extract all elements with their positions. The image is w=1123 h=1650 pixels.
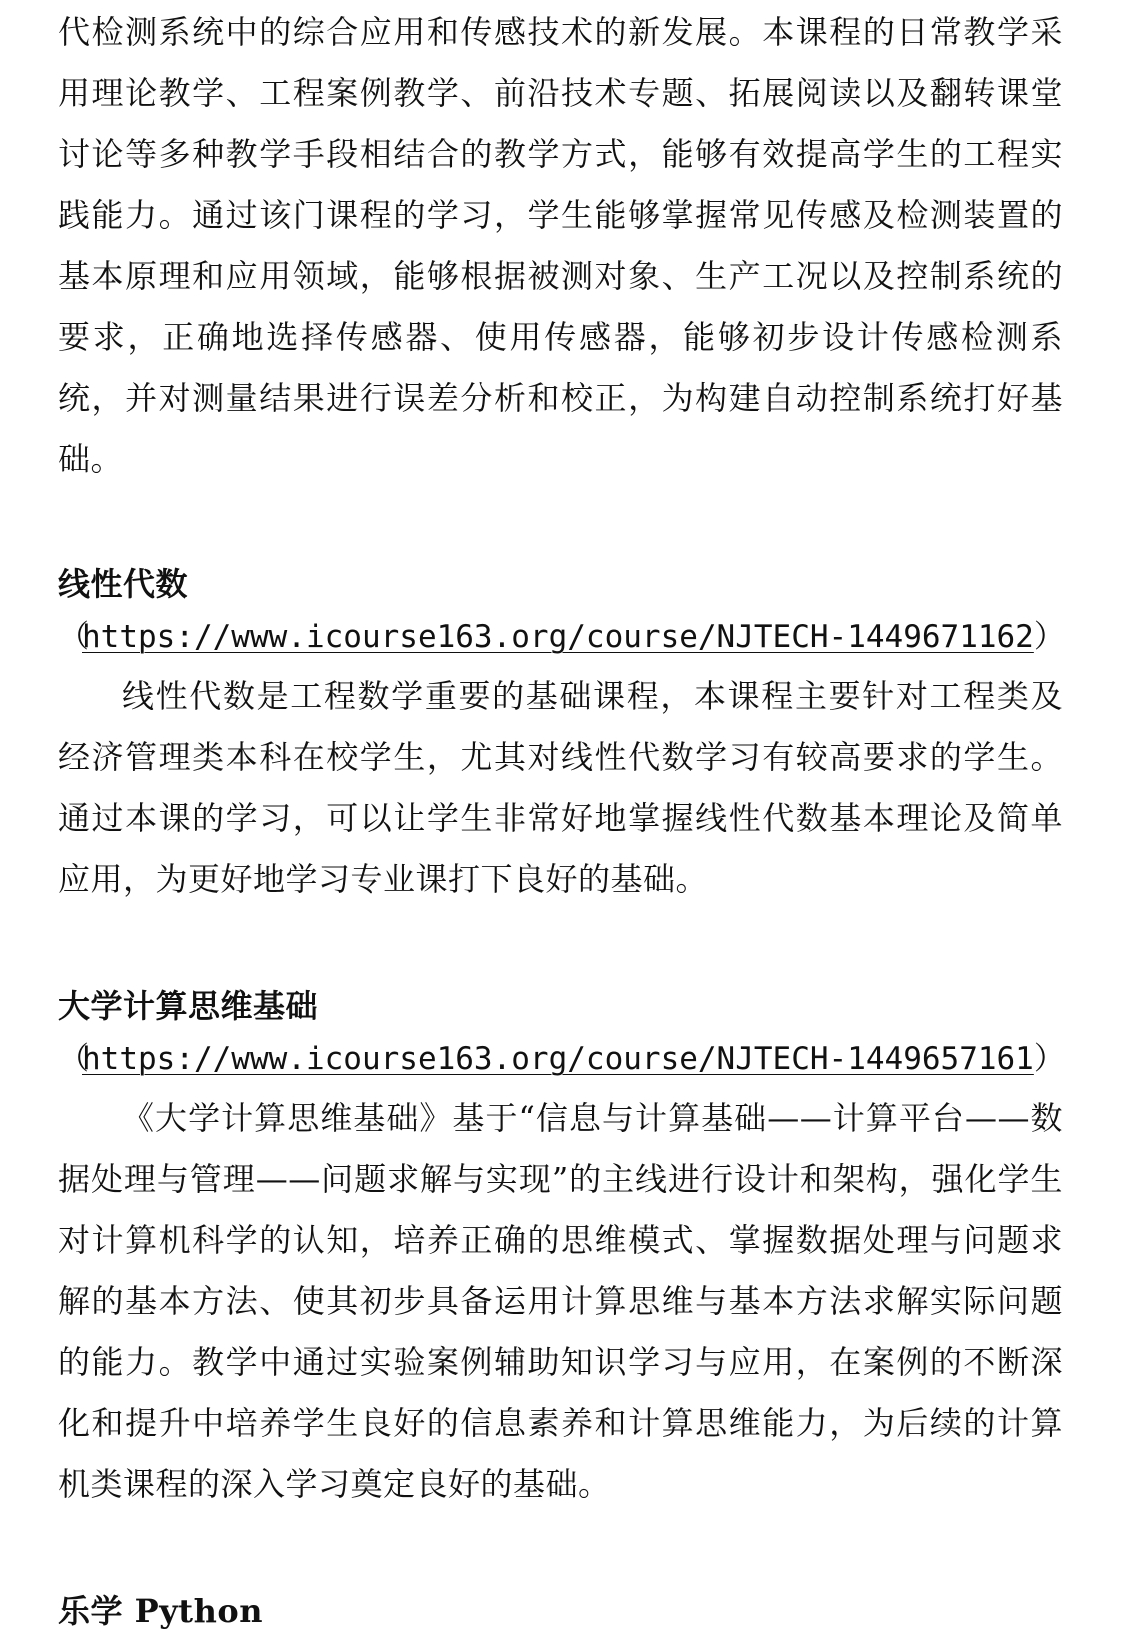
section-spacer xyxy=(58,910,1063,982)
link-open-paren: （ xyxy=(58,1041,89,1077)
course-link-line-linear-algebra xyxy=(58,608,1063,666)
course-title-linear-algebra: 线性代数 xyxy=(58,565,189,603)
course-section-linear-algebra xyxy=(58,560,1063,910)
link-close-paren: ） xyxy=(1033,1041,1065,1077)
course-section-computational-thinking xyxy=(58,982,1063,1515)
link-open-paren: （ xyxy=(58,619,89,655)
section-spacer xyxy=(58,490,1063,560)
intro-paragraph: 代检测系统中的综合应用和传感技术的新发展。本课程的日常教学采用理论教学、工程案例教学、前沿技术专题、拓展阅读以及翻转课堂讨论等多种教学手段相结合的教学方式，能够有效提高学生的工程实践能力。通过该门课程的学习，学生能够掌握常见传感及检测装置的基本原理和应用领域，能够根据被测对象、生产工况以及控制系统的要求，正确地选择传感器、使用传感器，能够初步设计传感检测系统，并对测量结果进行误差分析和校正，为构建自动控制系统打好基础。 xyxy=(58,13,1063,478)
link-close-paren: ） xyxy=(1033,619,1065,655)
course-title-computational-thinking: 大学计算思维基础 xyxy=(58,987,319,1025)
course-title-python: 乐学 Python xyxy=(58,1592,263,1630)
course-section-python xyxy=(58,1587,1063,1635)
course-description-linear-algebra: 线性代数是工程数学重要的基础课程，本课程主要针对工程类及经济管理类本科在校学生，尤其对线性代数学习有较高要求的学生。通过本课的学习，可以让学生非常好地掌握线性代数基本理论及简单应用，为更好地学习专业课打下良好的基础。 xyxy=(58,677,1063,898)
course-description-computational-thinking: 《大学计算思维基础》基于“信息与计算基础——计算平台——数据处理与管理——问题求解与实现”的主线进行设计和架构，强化学生对计算机科学的认知，培养正确的思维模式、掌握数据处理与问题求解的基本方法、使其初步具备运用计算思维与基本方法求解实际问题的能力。教学中通过实验案例辅助知识学习与应用，在案例的不断深化和提升中培养学生良好的信息素养和计算思维能力，为后续的计算机类课程的深入学习奠定良好的基础。 xyxy=(58,1099,1063,1503)
course-link-line-computational-thinking xyxy=(58,1030,1063,1088)
document-page xyxy=(58,0,1063,1635)
course-link-linear-algebra[interactable]: https://www.icourse163.org/course/NJTECH-1449671162 xyxy=(82,619,1034,655)
course-link-computational-thinking[interactable]: https://www.icourse163.org/course/NJTECH-1449657161 xyxy=(82,1041,1034,1077)
section-spacer xyxy=(58,1515,1063,1587)
